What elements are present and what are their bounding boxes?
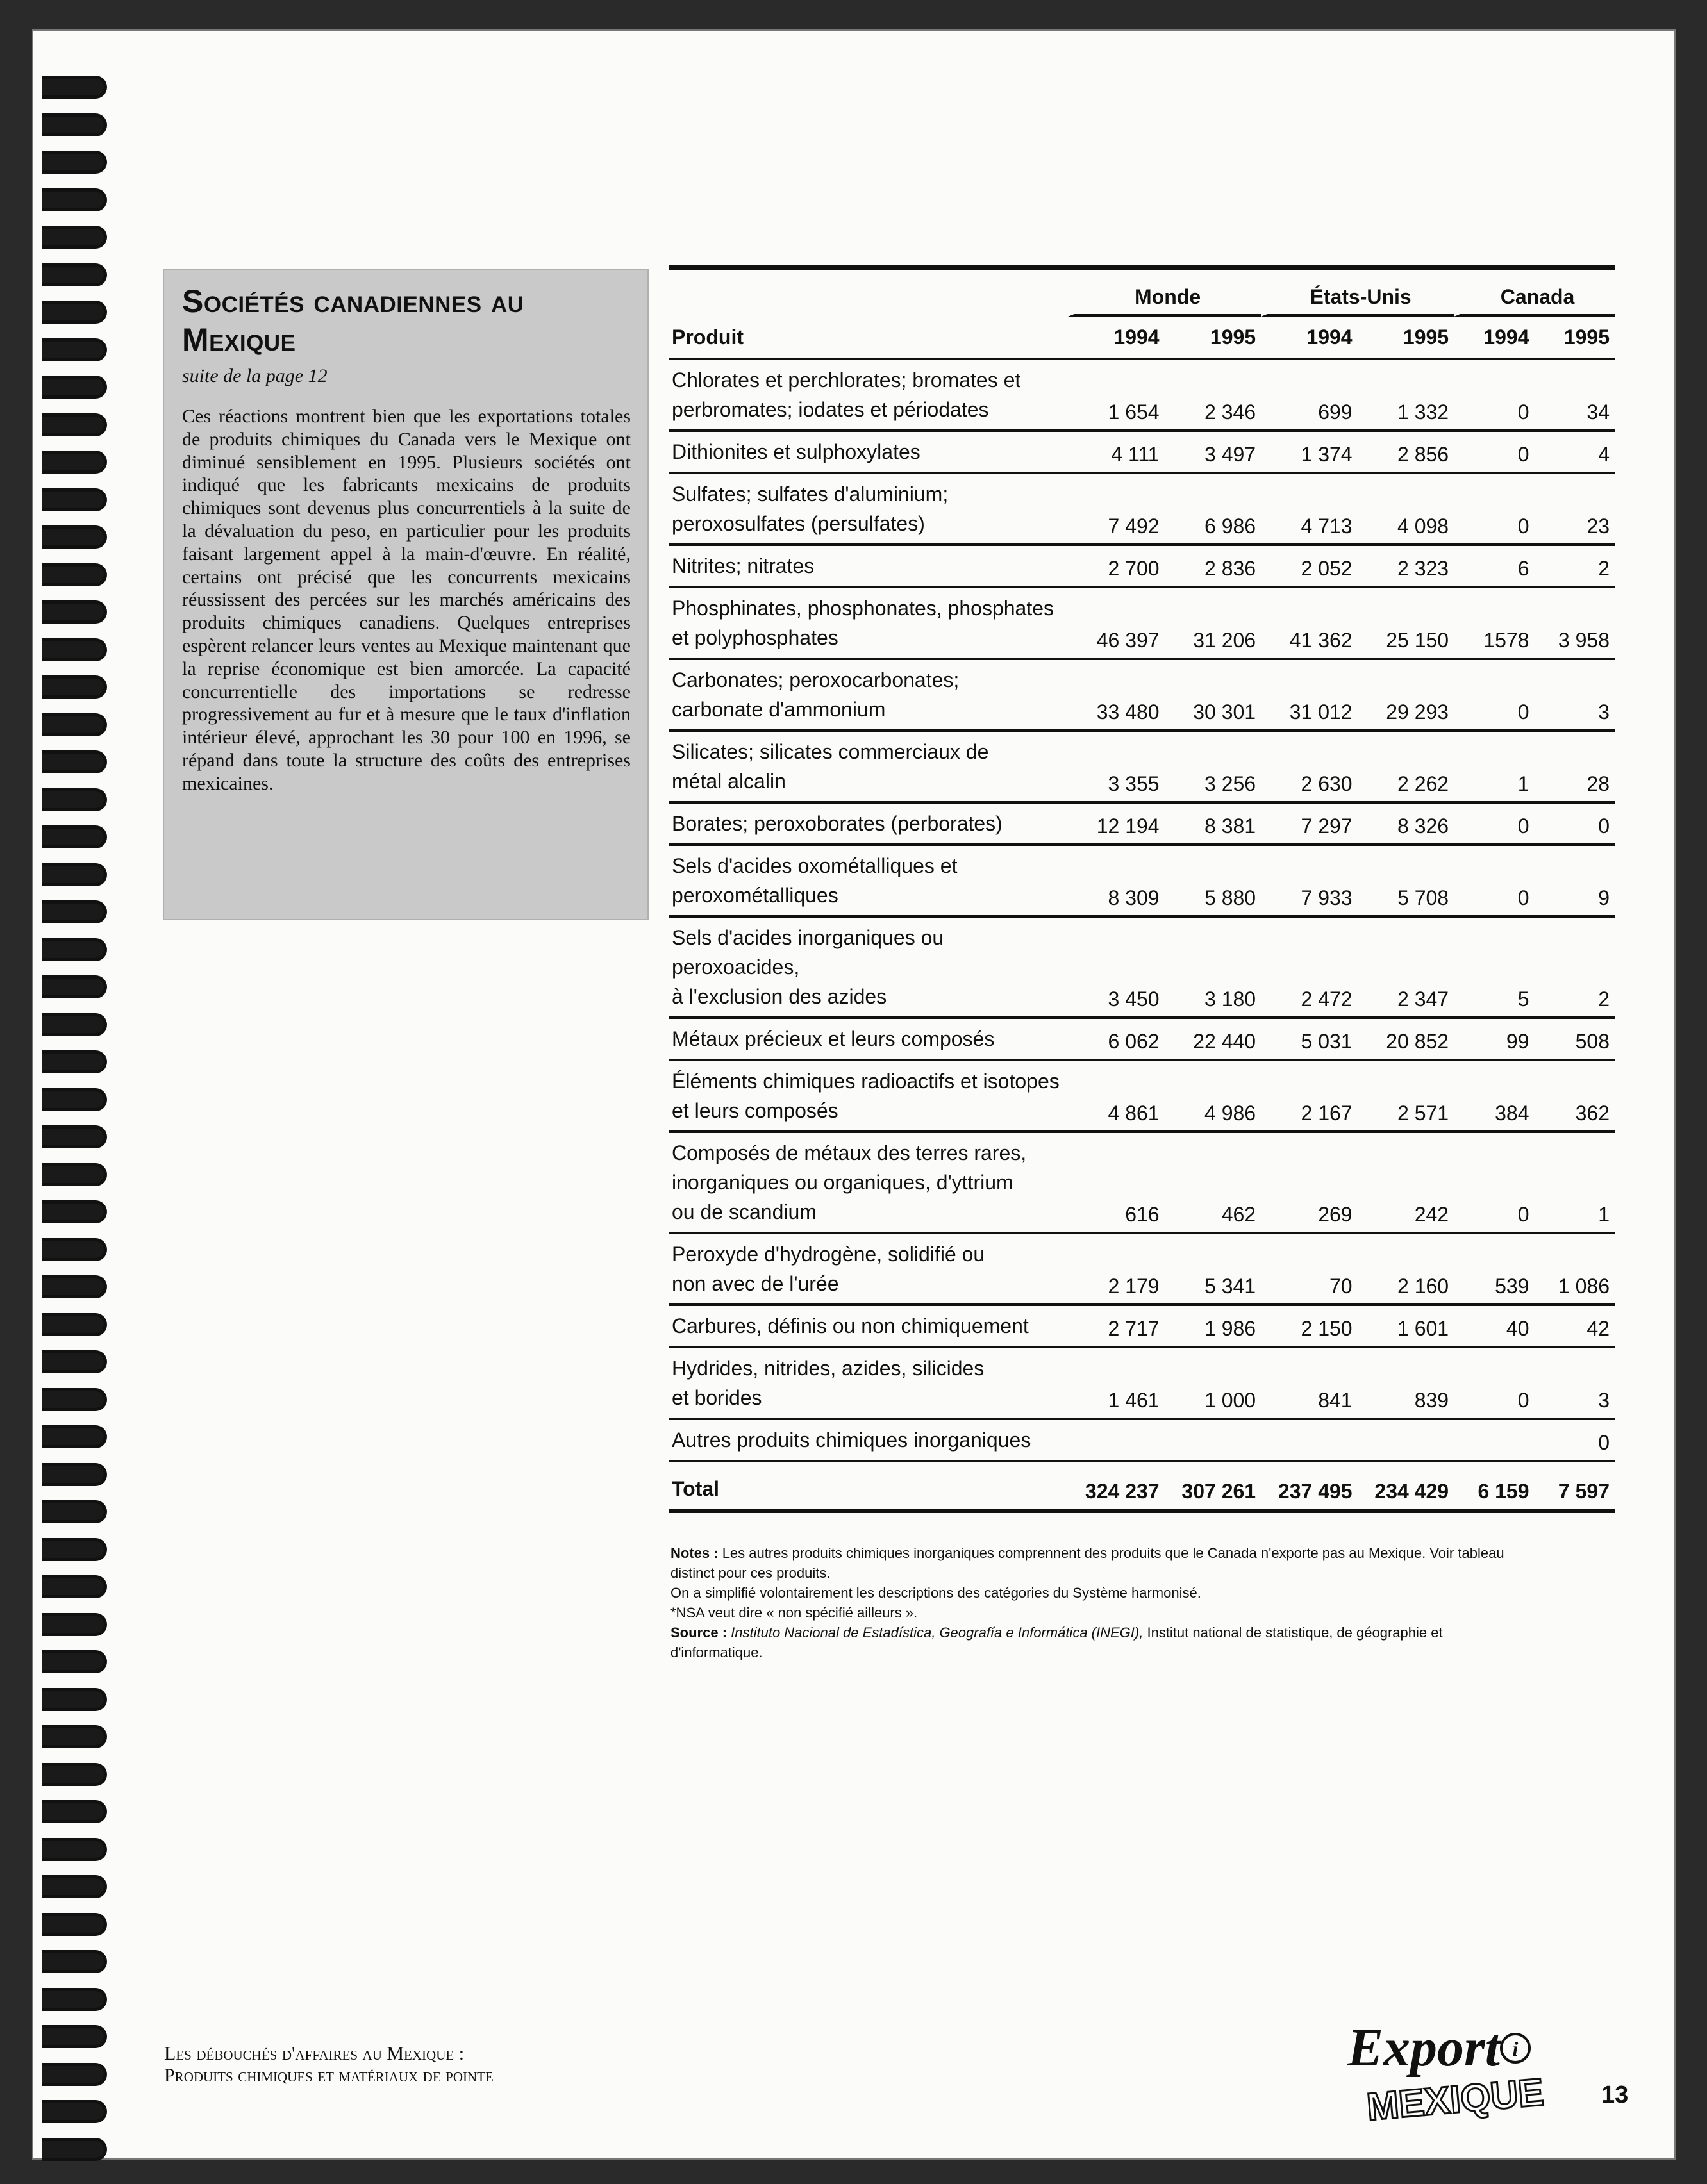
value-cell: 1 654 xyxy=(1068,360,1165,432)
binding-ring xyxy=(42,413,107,436)
binding-ring xyxy=(42,188,107,211)
value-cell: 8 326 xyxy=(1358,804,1454,846)
table-row xyxy=(669,918,1615,1019)
value-cell: 42 xyxy=(1535,1306,1615,1348)
value-cell: 2 856 xyxy=(1358,432,1454,474)
binding-ring xyxy=(42,2063,107,2086)
total-value-cell: 234 429 xyxy=(1358,1462,1454,1513)
binding-ring xyxy=(42,1238,107,1261)
value-cell: 1 000 xyxy=(1165,1348,1262,1420)
column-header-year: 1994 xyxy=(1068,317,1165,360)
table-row xyxy=(669,660,1615,732)
value-cell xyxy=(1454,1420,1534,1462)
value-cell: 0 xyxy=(1454,1133,1534,1234)
binding-ring xyxy=(42,750,107,774)
table-row xyxy=(669,1348,1615,1420)
binding-ring xyxy=(42,1200,107,1223)
group-header-monde: Monde xyxy=(1068,270,1261,317)
value-cell: 6 986 xyxy=(1165,474,1262,546)
binding-ring xyxy=(42,1125,107,1148)
binding-ring xyxy=(42,301,107,324)
sidebar-subtitle: suite de la page 12 xyxy=(182,365,328,386)
binding-ring xyxy=(42,563,107,586)
binding-ring xyxy=(42,1088,107,1111)
value-cell: 22 440 xyxy=(1165,1019,1262,1061)
value-cell: 616 xyxy=(1068,1133,1165,1234)
binding-ring xyxy=(42,1838,107,1861)
binding-ring xyxy=(42,76,107,99)
value-cell: 2 347 xyxy=(1358,918,1454,1019)
total-row xyxy=(669,1462,1615,1513)
product-cell: Chlorates et perchlorates; bromates et perbromates; iodates et périodates xyxy=(669,360,1068,432)
binding-ring xyxy=(42,938,107,961)
value-cell: 2 571 xyxy=(1358,1061,1454,1133)
product-cell: Métaux précieux et leurs composés xyxy=(669,1019,1068,1061)
value-cell: 1 086 xyxy=(1535,1234,1615,1306)
binding-ring xyxy=(42,1913,107,1936)
value-cell: 2 167 xyxy=(1261,1061,1358,1133)
value-cell: 508 xyxy=(1535,1019,1615,1061)
value-cell: 0 xyxy=(1454,846,1534,918)
binding-ring xyxy=(42,1688,107,1711)
product-cell: Carbures, définis ou non chimiquement xyxy=(669,1306,1068,1348)
value-cell: 841 xyxy=(1261,1348,1358,1420)
table-row xyxy=(669,1306,1615,1348)
binding-ring xyxy=(42,1538,107,1561)
product-cell: Autres produits chimiques inorganiques xyxy=(669,1420,1068,1462)
binding-ring xyxy=(42,975,107,998)
binding-ring xyxy=(42,713,107,736)
table-row xyxy=(669,546,1615,588)
value-cell: 7 492 xyxy=(1068,474,1165,546)
value-cell: 28 xyxy=(1535,732,1615,804)
value-cell: 3 xyxy=(1535,1348,1615,1420)
value-cell: 4 986 xyxy=(1165,1061,1262,1133)
value-cell xyxy=(1068,1420,1165,1462)
value-cell: 0 xyxy=(1454,432,1534,474)
product-cell: Phosphinates, phosphonates, phosphates et polyphosphates xyxy=(669,588,1068,660)
table-top-rule xyxy=(669,265,1615,270)
source-text: Institut national de statistique, de géographie et d'informatique. xyxy=(670,1625,1443,1660)
value-cell: 0 xyxy=(1454,360,1534,432)
value-cell: 3 450 xyxy=(1068,918,1165,1019)
notes-text: Les autres produits chimiques inorganiques comprennent des produits que le Canada n'exporte pas au Mexique. Voir tableau distinct pour ces produits. On a simplifié volontairement les descriptions des catégories du Système harmonisé. *NSA veut dire « non spécifié ailleurs ». xyxy=(670,1545,1504,1621)
value-cell: 2 717 xyxy=(1068,1306,1165,1348)
product-cell: Dithionites et sulphoxylates xyxy=(669,432,1068,474)
table-row xyxy=(669,474,1615,546)
value-cell: 25 150 xyxy=(1358,588,1454,660)
total-value-cell: 324 237 xyxy=(1068,1462,1165,1513)
group-header-canada: Canada xyxy=(1454,270,1615,317)
binding-ring xyxy=(42,1463,107,1486)
table-row xyxy=(669,1234,1615,1306)
value-cell: 9 xyxy=(1535,846,1615,918)
value-cell: 0 xyxy=(1454,1348,1534,1420)
binding-ring xyxy=(42,488,107,511)
value-cell: 1 xyxy=(1454,732,1534,804)
value-cell: 6 xyxy=(1454,546,1534,588)
product-cell: Sels d'acides oxométalliques et peroxométalliques xyxy=(669,846,1068,918)
sidebar-box xyxy=(163,269,649,920)
binding-ring xyxy=(42,863,107,886)
value-cell: 2 052 xyxy=(1261,546,1358,588)
total-value-cell: 237 495 xyxy=(1261,1462,1358,1513)
value-cell: 2 323 xyxy=(1358,546,1454,588)
binding-ring xyxy=(42,675,107,699)
binding-ring xyxy=(42,1500,107,1523)
table-row xyxy=(669,1061,1615,1133)
binding-ring xyxy=(42,1725,107,1748)
value-cell: 3 xyxy=(1535,660,1615,732)
value-cell: 7 933 xyxy=(1261,846,1358,918)
source-label: Source : xyxy=(670,1625,728,1641)
value-cell: 362 xyxy=(1535,1061,1615,1133)
table-row xyxy=(669,732,1615,804)
value-cell: 1 374 xyxy=(1261,432,1358,474)
sidebar-title: Sociétés canadiennes au Mexique xyxy=(182,283,524,358)
value-cell: 0 xyxy=(1535,1420,1615,1462)
value-cell: 1 986 xyxy=(1165,1306,1262,1348)
document-page xyxy=(33,31,1674,2158)
table-row xyxy=(669,804,1615,846)
value-cell: 462 xyxy=(1165,1133,1262,1234)
value-cell: 4 098 xyxy=(1358,474,1454,546)
table-row xyxy=(669,1133,1615,1234)
value-cell: 31 206 xyxy=(1165,588,1262,660)
binding-ring xyxy=(42,1388,107,1411)
product-cell: Nitrites; nitrates xyxy=(669,546,1068,588)
value-cell: 699 xyxy=(1261,360,1358,432)
column-header-year: 1995 xyxy=(1358,317,1454,360)
total-label-cell: Total xyxy=(669,1462,1068,1513)
value-cell: 23 xyxy=(1535,474,1615,546)
value-cell: 2 179 xyxy=(1068,1234,1165,1306)
info-i-icon xyxy=(1501,2034,1529,2062)
product-cell: Éléments chimiques radioactifs et isotopes et leurs composés xyxy=(669,1061,1068,1133)
product-cell: Sulfates; sulfates d'aluminium; peroxosulfates (persulfates) xyxy=(669,474,1068,546)
export-mexique-logo xyxy=(1341,2011,1546,2139)
value-cell: 3 958 xyxy=(1535,588,1615,660)
product-cell: Sels d'acides inorganiques ou peroxoacides, à l'exclusion des azides xyxy=(669,918,1068,1019)
binding-ring xyxy=(42,1575,107,1598)
binding-ring xyxy=(42,2025,107,2048)
value-cell: 242 xyxy=(1358,1133,1454,1234)
footer-line-2: Produits chimiques et matériaux de pointe xyxy=(164,2065,494,2086)
table-row xyxy=(669,588,1615,660)
value-cell: 2 836 xyxy=(1165,546,1262,588)
value-cell xyxy=(1165,1420,1262,1462)
value-cell xyxy=(1358,1420,1454,1462)
value-cell: 3 256 xyxy=(1165,732,1262,804)
product-cell: Borates; peroxoborates (perborates) xyxy=(669,804,1068,846)
value-cell: 4 111 xyxy=(1068,432,1165,474)
binding-ring xyxy=(42,825,107,848)
value-cell: 839 xyxy=(1358,1348,1454,1420)
column-header-year: 1995 xyxy=(1165,317,1262,360)
value-cell: 2 xyxy=(1535,546,1615,588)
product-cell: Peroxyde d'hydrogène, solidifié ou non avec de l'urée xyxy=(669,1234,1068,1306)
value-cell: 70 xyxy=(1261,1234,1358,1306)
table-row xyxy=(669,846,1615,918)
page-number: 13 xyxy=(1601,2081,1629,2108)
binding-ring xyxy=(42,226,107,249)
value-cell: 34 xyxy=(1535,360,1615,432)
value-cell: 2 262 xyxy=(1358,732,1454,804)
footer-line-1: Les débouchés d'affaires au Mexique : xyxy=(164,2043,465,2064)
total-value-cell: 6 159 xyxy=(1454,1462,1534,1513)
value-cell: 3 355 xyxy=(1068,732,1165,804)
value-cell: 1578 xyxy=(1454,588,1534,660)
binding-ring xyxy=(42,600,107,624)
logo-word-export: Export xyxy=(1347,2018,1501,2078)
value-cell: 12 194 xyxy=(1068,804,1165,846)
product-cell: Hydrides, nitrides, azides, silicides et borides xyxy=(669,1348,1068,1420)
binding-ring xyxy=(42,2100,107,2123)
product-cell: Composés de métaux des terres rares, inorganiques ou organiques, d'yttrium ou de scandium xyxy=(669,1133,1068,1234)
binding-ring xyxy=(42,1350,107,1373)
sidebar-body: Ces réactions montrent bien que les exportations totales de produits chimiques du Canada vers le Mexique ont diminué sensiblement en 1995. Plusieurs sociétés ont indiqué que les fabricants mexicains de produits chimiques sont devenus plus concurrentiels à la suite de la dévaluation du peso, en particulier pour les produits faisant largement appel à la main-d'œuvre. En réalité, certains ont précisé que les concurrents mexicains réussissent des percées sur les marchés américains des produits chimiques canadiens. Quelques entreprises espèrent relancer leurs ventes au Mexique maintenant que la reprise économique est bien amorcée. La capacité concurrentielle des importations se redresse progressivement au fur et à mesure que le taux d'inflation intérieur élevé, approchant les 30 pour 100 en 1996, se répand dans toute la structure des coûts des entreprises mexicaines. xyxy=(182,406,631,794)
value-cell: 5 708 xyxy=(1358,846,1454,918)
binding-ring xyxy=(42,113,107,136)
table-row xyxy=(669,432,1615,474)
column-header-year: 1995 xyxy=(1535,317,1615,360)
binding-ring xyxy=(42,1163,107,1186)
value-cell: 3 180 xyxy=(1165,918,1262,1019)
table-row xyxy=(669,1019,1615,1061)
svg-text:i: i xyxy=(1512,2037,1519,2060)
column-header-year: 1994 xyxy=(1261,317,1358,360)
value-cell: 31 012 xyxy=(1261,660,1358,732)
binding-ring xyxy=(42,2138,107,2161)
table-row xyxy=(669,360,1615,432)
value-cell: 539 xyxy=(1454,1234,1534,1306)
value-cell: 4 xyxy=(1535,432,1615,474)
value-cell: 0 xyxy=(1535,804,1615,846)
binding-ring xyxy=(42,1988,107,2011)
product-cell: Silicates; silicates commerciaux de métal alcalin xyxy=(669,732,1068,804)
binding-ring xyxy=(42,900,107,923)
column-header-row xyxy=(669,317,1615,360)
value-cell: 46 397 xyxy=(1068,588,1165,660)
value-cell: 8 309 xyxy=(1068,846,1165,918)
value-cell: 3 497 xyxy=(1165,432,1262,474)
column-header-year: 1994 xyxy=(1454,317,1534,360)
binding-ring xyxy=(42,1425,107,1448)
value-cell: 4 861 xyxy=(1068,1061,1165,1133)
binding-ring xyxy=(42,1650,107,1673)
total-value-cell: 307 261 xyxy=(1165,1462,1262,1513)
group-header-row xyxy=(669,270,1615,317)
value-cell: 5 880 xyxy=(1165,846,1262,918)
binding-ring xyxy=(42,1050,107,1073)
value-cell: 1 332 xyxy=(1358,360,1454,432)
value-cell: 7 297 xyxy=(1261,804,1358,846)
binding-ring xyxy=(42,1800,107,1823)
value-cell: 2 160 xyxy=(1358,1234,1454,1306)
value-cell: 40 xyxy=(1454,1306,1534,1348)
binding-ring xyxy=(42,525,107,549)
value-cell: 0 xyxy=(1454,660,1534,732)
value-cell: 20 852 xyxy=(1358,1019,1454,1061)
binding-ring xyxy=(42,638,107,661)
value-cell: 30 301 xyxy=(1165,660,1262,732)
value-cell: 2 700 xyxy=(1068,546,1165,588)
value-cell: 2 150 xyxy=(1261,1306,1358,1348)
binding-ring xyxy=(42,376,107,399)
logo-word-mexique: MEXIQUE xyxy=(1365,2070,1545,2129)
value-cell: 2 472 xyxy=(1261,918,1358,1019)
value-cell: 41 362 xyxy=(1261,588,1358,660)
value-cell: 2 630 xyxy=(1261,732,1358,804)
value-cell: 269 xyxy=(1261,1133,1358,1234)
value-cell: 2 xyxy=(1535,918,1615,1019)
page-footer xyxy=(164,2043,494,2087)
value-cell: 0 xyxy=(1454,474,1534,546)
binding-ring xyxy=(42,788,107,811)
value-cell: 0 xyxy=(1454,804,1534,846)
binding-ring xyxy=(42,263,107,286)
binding-ring xyxy=(42,1875,107,1898)
value-cell: 1 601 xyxy=(1358,1306,1454,1348)
binding-ring xyxy=(42,151,107,174)
column-header-product: Produit xyxy=(669,317,1068,360)
value-cell: 2 346 xyxy=(1165,360,1262,432)
binding-ring xyxy=(42,338,107,361)
value-cell xyxy=(1261,1420,1358,1462)
value-cell: 5 341 xyxy=(1165,1234,1262,1306)
total-value-cell: 7 597 xyxy=(1535,1462,1615,1513)
value-cell: 8 381 xyxy=(1165,804,1262,846)
notes-label: Notes : xyxy=(670,1545,719,1561)
binding-ring xyxy=(42,1275,107,1298)
binding-ring xyxy=(42,451,107,474)
binding-ring xyxy=(42,1950,107,1973)
binding-ring xyxy=(42,1613,107,1636)
binding-ring xyxy=(42,1763,107,1786)
value-cell: 1 461 xyxy=(1068,1348,1165,1420)
value-cell: 29 293 xyxy=(1358,660,1454,732)
binding-ring xyxy=(42,1313,107,1336)
product-cell: Carbonates; peroxocarbonates; carbonate d'ammonium xyxy=(669,660,1068,732)
data-table-container xyxy=(669,265,1615,1513)
value-cell: 33 480 xyxy=(1068,660,1165,732)
source-italic: Instituto Nacional de Estadística, Geografía e Informática (INEGI), xyxy=(731,1625,1144,1641)
data-table xyxy=(669,270,1615,1513)
value-cell: 6 062 xyxy=(1068,1019,1165,1061)
value-cell: 4 713 xyxy=(1261,474,1358,546)
value-cell: 384 xyxy=(1454,1061,1534,1133)
group-header-etats-unis: États-Unis xyxy=(1261,270,1454,317)
binding-ring xyxy=(42,1013,107,1036)
table-notes xyxy=(670,1543,1594,1662)
value-cell: 99 xyxy=(1454,1019,1534,1061)
value-cell: 5 xyxy=(1454,918,1534,1019)
table-row xyxy=(669,1420,1615,1462)
spiral-binding xyxy=(33,76,117,2184)
value-cell: 1 xyxy=(1535,1133,1615,1234)
value-cell: 5 031 xyxy=(1261,1019,1358,1061)
